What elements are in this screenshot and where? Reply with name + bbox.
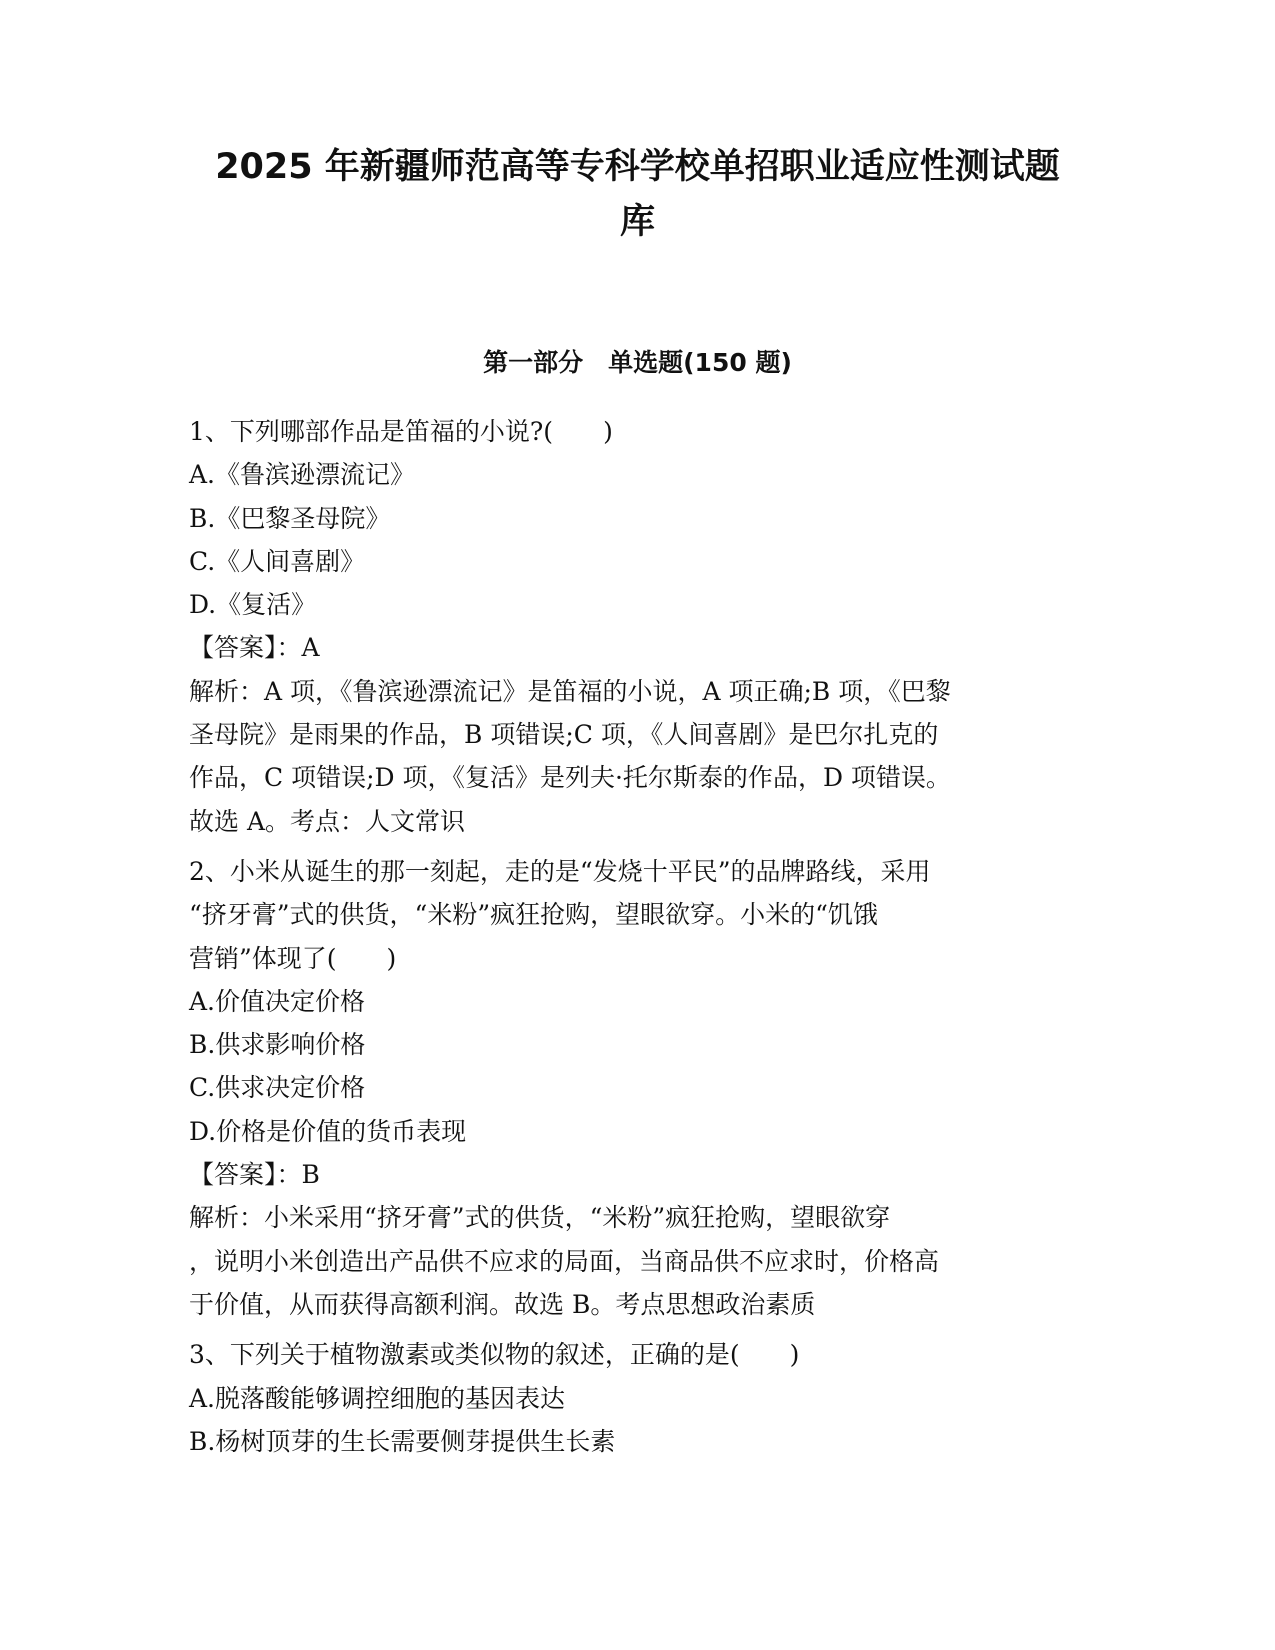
- question-stem: 2、小米从诞生的那一刻起，走的是“发烧十平民”的品牌路线，采用: [189, 856, 931, 886]
- document-title: [160, 140, 1115, 250]
- option-b: B.供求影响价格: [189, 1030, 366, 1060]
- analysis-line: 故选 A。考点：人文常识: [189, 806, 466, 836]
- question-list: [189, 410, 1089, 1463]
- option-d: D.《复活》: [189, 590, 317, 620]
- section-heading: 第一部分 单选题(150 题): [483, 348, 792, 377]
- answer: 【答案】：A: [189, 633, 320, 663]
- question-gap: [189, 1326, 1089, 1333]
- analysis-line: 解析：A 项，《鲁滨逊漂流记》是笛福的小说，A 项正确;B 项，《巴黎: [189, 676, 951, 706]
- option-c: C.《人间喜剧》: [189, 546, 366, 576]
- answer: 【答案】：B: [189, 1160, 320, 1190]
- option-c: C.供求决定价格: [189, 1073, 366, 1103]
- option-b: B.杨树顶芽的生长需要侧芽提供生长素: [189, 1426, 616, 1456]
- analysis-line: 作品，C 项错误;D 项，《复活》是列夫·托尔斯泰的作品，D 项错误。: [189, 763, 951, 793]
- question-gap: [189, 843, 1089, 850]
- option-b: B.《巴黎圣母院》: [189, 503, 391, 533]
- analysis-line: ，说明小米创造出产品供不应求的局面，当商品供不应求时，价格高: [189, 1246, 940, 1276]
- title-line-1: 2025 年新疆师范高等专科学校单招职业适应性测试题: [215, 147, 1060, 187]
- question-stem: 营销”体现了( ): [189, 943, 397, 973]
- question-3: [189, 1333, 1089, 1463]
- title-line-2: 库: [619, 202, 655, 242]
- question-1: [189, 410, 1089, 843]
- analysis-line: 圣母院》是雨果的作品，B 项错误;C 项，《人间喜剧》是巴尔扎克的: [189, 720, 939, 750]
- analysis-line: 于价值，从而获得高额利润。故选 B。考点思想政治素质: [189, 1289, 816, 1319]
- analysis-line: 解析：小米采用“挤牙膏”式的供货，“米粉”疯狂抢购，望眼欲穿: [189, 1203, 891, 1233]
- question-2: [189, 850, 1089, 1326]
- question-stem: “挤牙膏”式的供货，“米粉”疯狂抢购，望眼欲穿。小米的“饥饿: [189, 900, 878, 930]
- question-stem: 3、下列关于植物激素或类似物的叙述，正确的是( ): [189, 1340, 800, 1370]
- option-d: D.价格是价值的货币表现: [189, 1116, 467, 1146]
- option-a: A.脱落酸能够调控细胞的基因表达: [189, 1383, 566, 1413]
- question-stem: 1、下列哪部作品是笛福的小说?( ): [189, 417, 613, 446]
- option-a: A.价值决定价格: [189, 986, 366, 1016]
- option-a: A.《鲁滨逊漂流记》: [189, 460, 416, 490]
